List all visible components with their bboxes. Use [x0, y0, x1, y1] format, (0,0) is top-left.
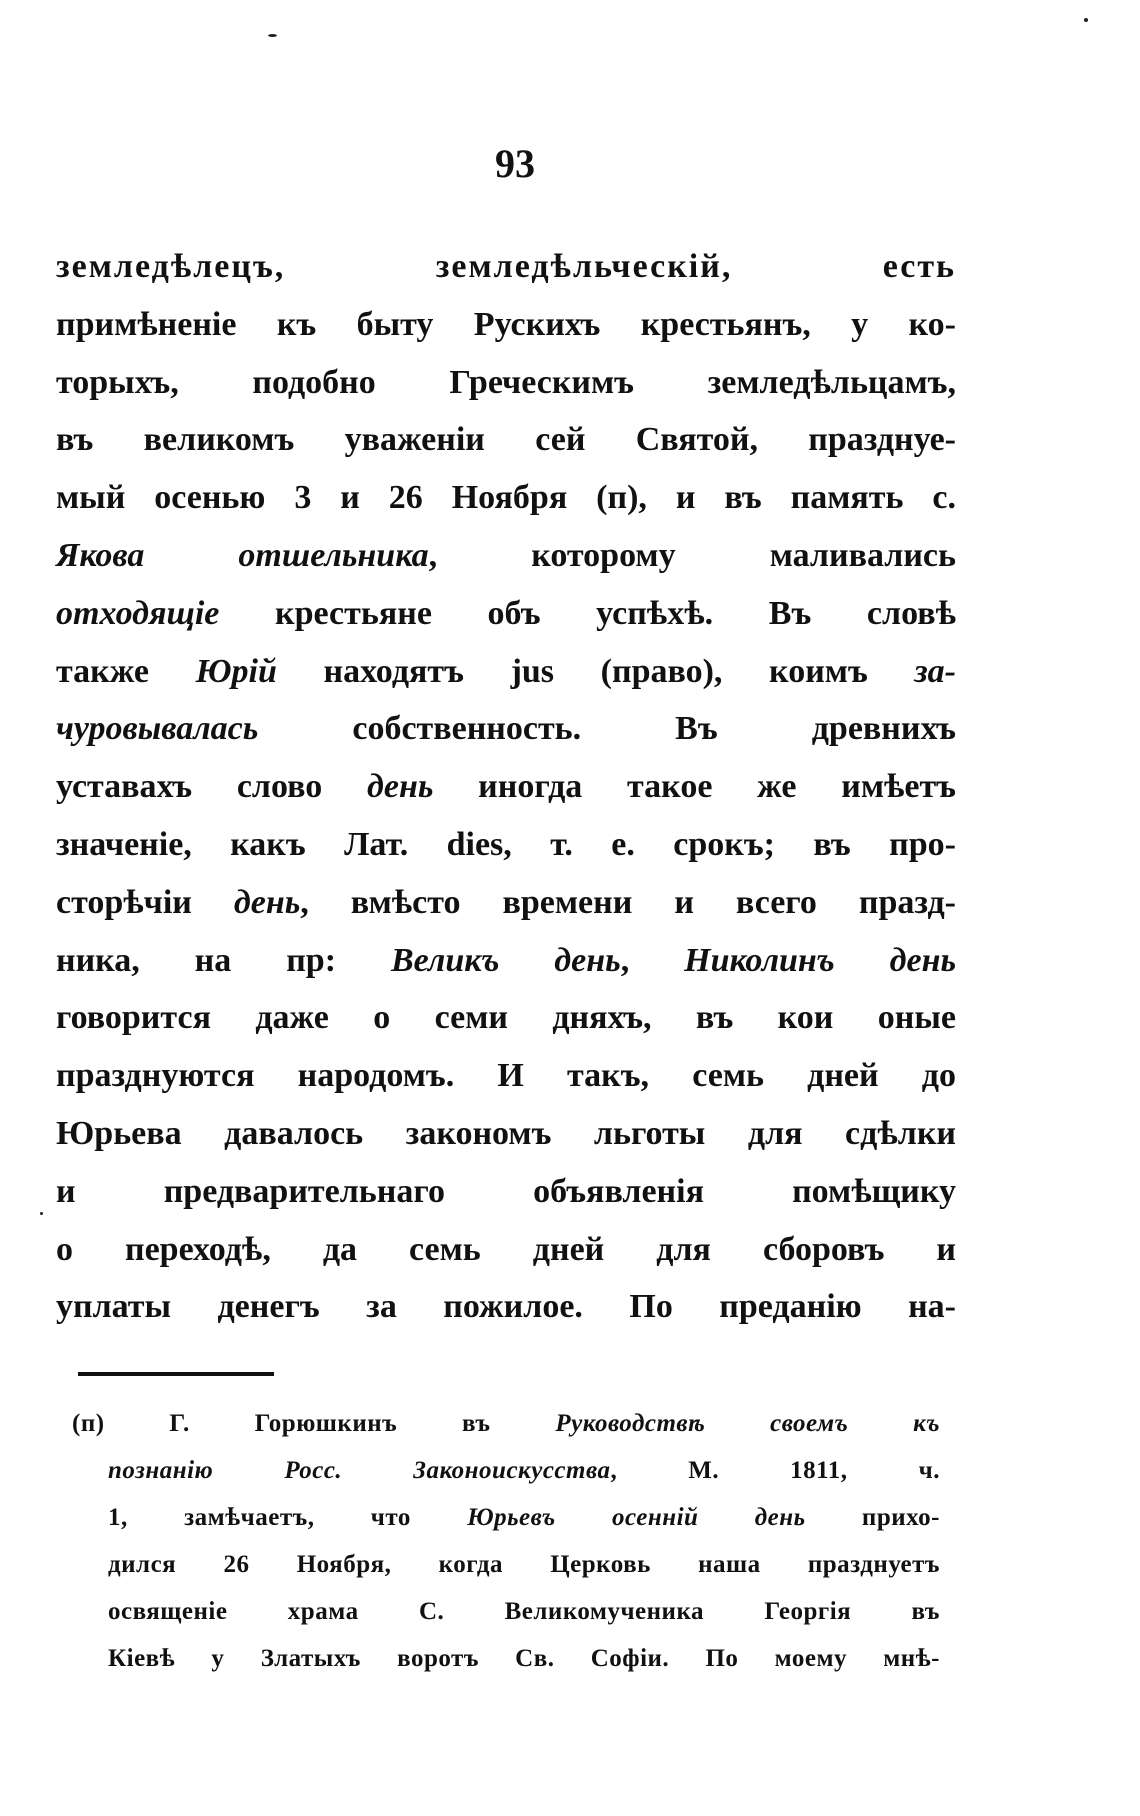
- text-run: 1, замѣчаетъ, что: [108, 1504, 468, 1531]
- text-run: празднуются народомъ. И такъ, семь дней до: [56, 1057, 956, 1095]
- text-line: [56, 585, 956, 643]
- text-line: [56, 816, 956, 874]
- text-line: [56, 469, 956, 527]
- footnote-line: [72, 1588, 940, 1635]
- text-line: [56, 700, 956, 758]
- footnote-line: [72, 1400, 940, 1447]
- text-run: также: [56, 652, 196, 690]
- text-line: [56, 411, 956, 469]
- italic-text: день: [233, 883, 301, 921]
- text-run: находятъ jus (право), коимъ: [276, 652, 915, 690]
- text-run: (п) Г. Горюшкинъ въ: [72, 1410, 556, 1437]
- italic-text: день: [367, 768, 434, 806]
- italic-text: Юрій: [195, 652, 277, 690]
- text-line: [56, 932, 956, 990]
- ink-speck: [1084, 18, 1088, 22]
- text-line: [56, 989, 956, 1047]
- text-run: ,: [620, 941, 685, 979]
- text-run: прихо-: [805, 1504, 940, 1531]
- text-run: ника, на пр:: [56, 941, 391, 979]
- text-run: и предварительнаго объявленія помѣщику: [56, 1172, 956, 1210]
- text-run: говорится даже о семи дняхъ, въ кои оные: [56, 999, 956, 1037]
- page-number: 93: [495, 141, 535, 186]
- text-run: собственность. Въ древнихъ: [258, 710, 956, 748]
- italic-text: Юрьевъ осенній день: [467, 1504, 806, 1531]
- text-run: освященіе храма С. Великомученика Георгія въ: [108, 1598, 940, 1625]
- italic-text: Якова отшельника: [56, 536, 429, 574]
- ink-speck: [40, 1212, 43, 1215]
- text-line: [56, 354, 956, 412]
- italic-text: за-: [914, 652, 956, 690]
- footnote-line: [72, 1494, 940, 1541]
- footnote-line: [72, 1635, 940, 1682]
- text-run: о переходѣ, да семь дней для сборовъ и: [56, 1230, 956, 1268]
- italic-text: Николинъ день: [684, 941, 957, 979]
- text-line: [56, 874, 956, 932]
- text-run: уплаты денегъ за пожилое. По преданію на-: [56, 1288, 956, 1326]
- ink-speck: [268, 34, 277, 37]
- text-run: , вмѣсто времени и всего празд-: [300, 883, 956, 921]
- text-run: Юрьева давалось закономъ льготы для сдѣлки: [56, 1114, 956, 1152]
- text-run: мый осенью 3 и 26 Ноября (п), и въ память с.: [56, 479, 956, 517]
- text-line: [56, 1047, 956, 1105]
- text-run: примѣненіе къ быту Рускихъ крестьянъ, у ко-: [56, 305, 956, 343]
- text-run: крестьяне объ успѣхѣ. Въ словѣ: [219, 594, 956, 632]
- text-line: [56, 758, 956, 816]
- text-run: дился 26 Ноября, когда Церковь наша празднуетъ: [108, 1551, 940, 1578]
- text-run: иногда такое же имѣетъ: [433, 768, 956, 806]
- text-line: [56, 296, 956, 354]
- text-run: сторѣчіи: [56, 883, 234, 921]
- text-run: въ великомъ уваженіи сей Святой, празднуе-: [56, 421, 956, 459]
- text-run: , которому маливались: [428, 536, 956, 574]
- text-run: Кіевѣ у Златыхъ воротъ Св. Софіи. По моему мнѣ-: [108, 1645, 940, 1672]
- italic-text: отходящіе: [56, 594, 220, 632]
- text-run: , М. 1811, ч.: [610, 1457, 940, 1484]
- text-line: [56, 643, 956, 701]
- text-run: уставахъ слово: [56, 768, 368, 806]
- footnote-block: [72, 1400, 940, 1682]
- text-run: торыхъ, подобно Греческимъ земледѣльцамъ,: [56, 363, 956, 401]
- footnote-line: [72, 1447, 940, 1494]
- italic-text: Руководствѣ своемъ къ: [555, 1410, 940, 1437]
- footnote-line: [72, 1541, 940, 1588]
- text-run: земледѣлецъ, земледѣльческій, есть: [56, 248, 956, 285]
- italic-text: Великъ день: [390, 941, 621, 979]
- text-run: значеніе, какъ Лат. dies, т. е. срокъ; въ про-: [56, 825, 956, 863]
- italic-text: познанію Росс. Законоискусства: [108, 1457, 611, 1484]
- text-line: [56, 1163, 956, 1221]
- body-text: [56, 238, 956, 1336]
- text-line: [56, 1221, 956, 1279]
- text-line: [56, 238, 956, 296]
- text-line: [56, 527, 956, 585]
- text-line: [56, 1105, 956, 1163]
- italic-text: чуровывалась: [56, 710, 259, 748]
- footnote-rule: [78, 1372, 274, 1376]
- text-line: [56, 1278, 956, 1336]
